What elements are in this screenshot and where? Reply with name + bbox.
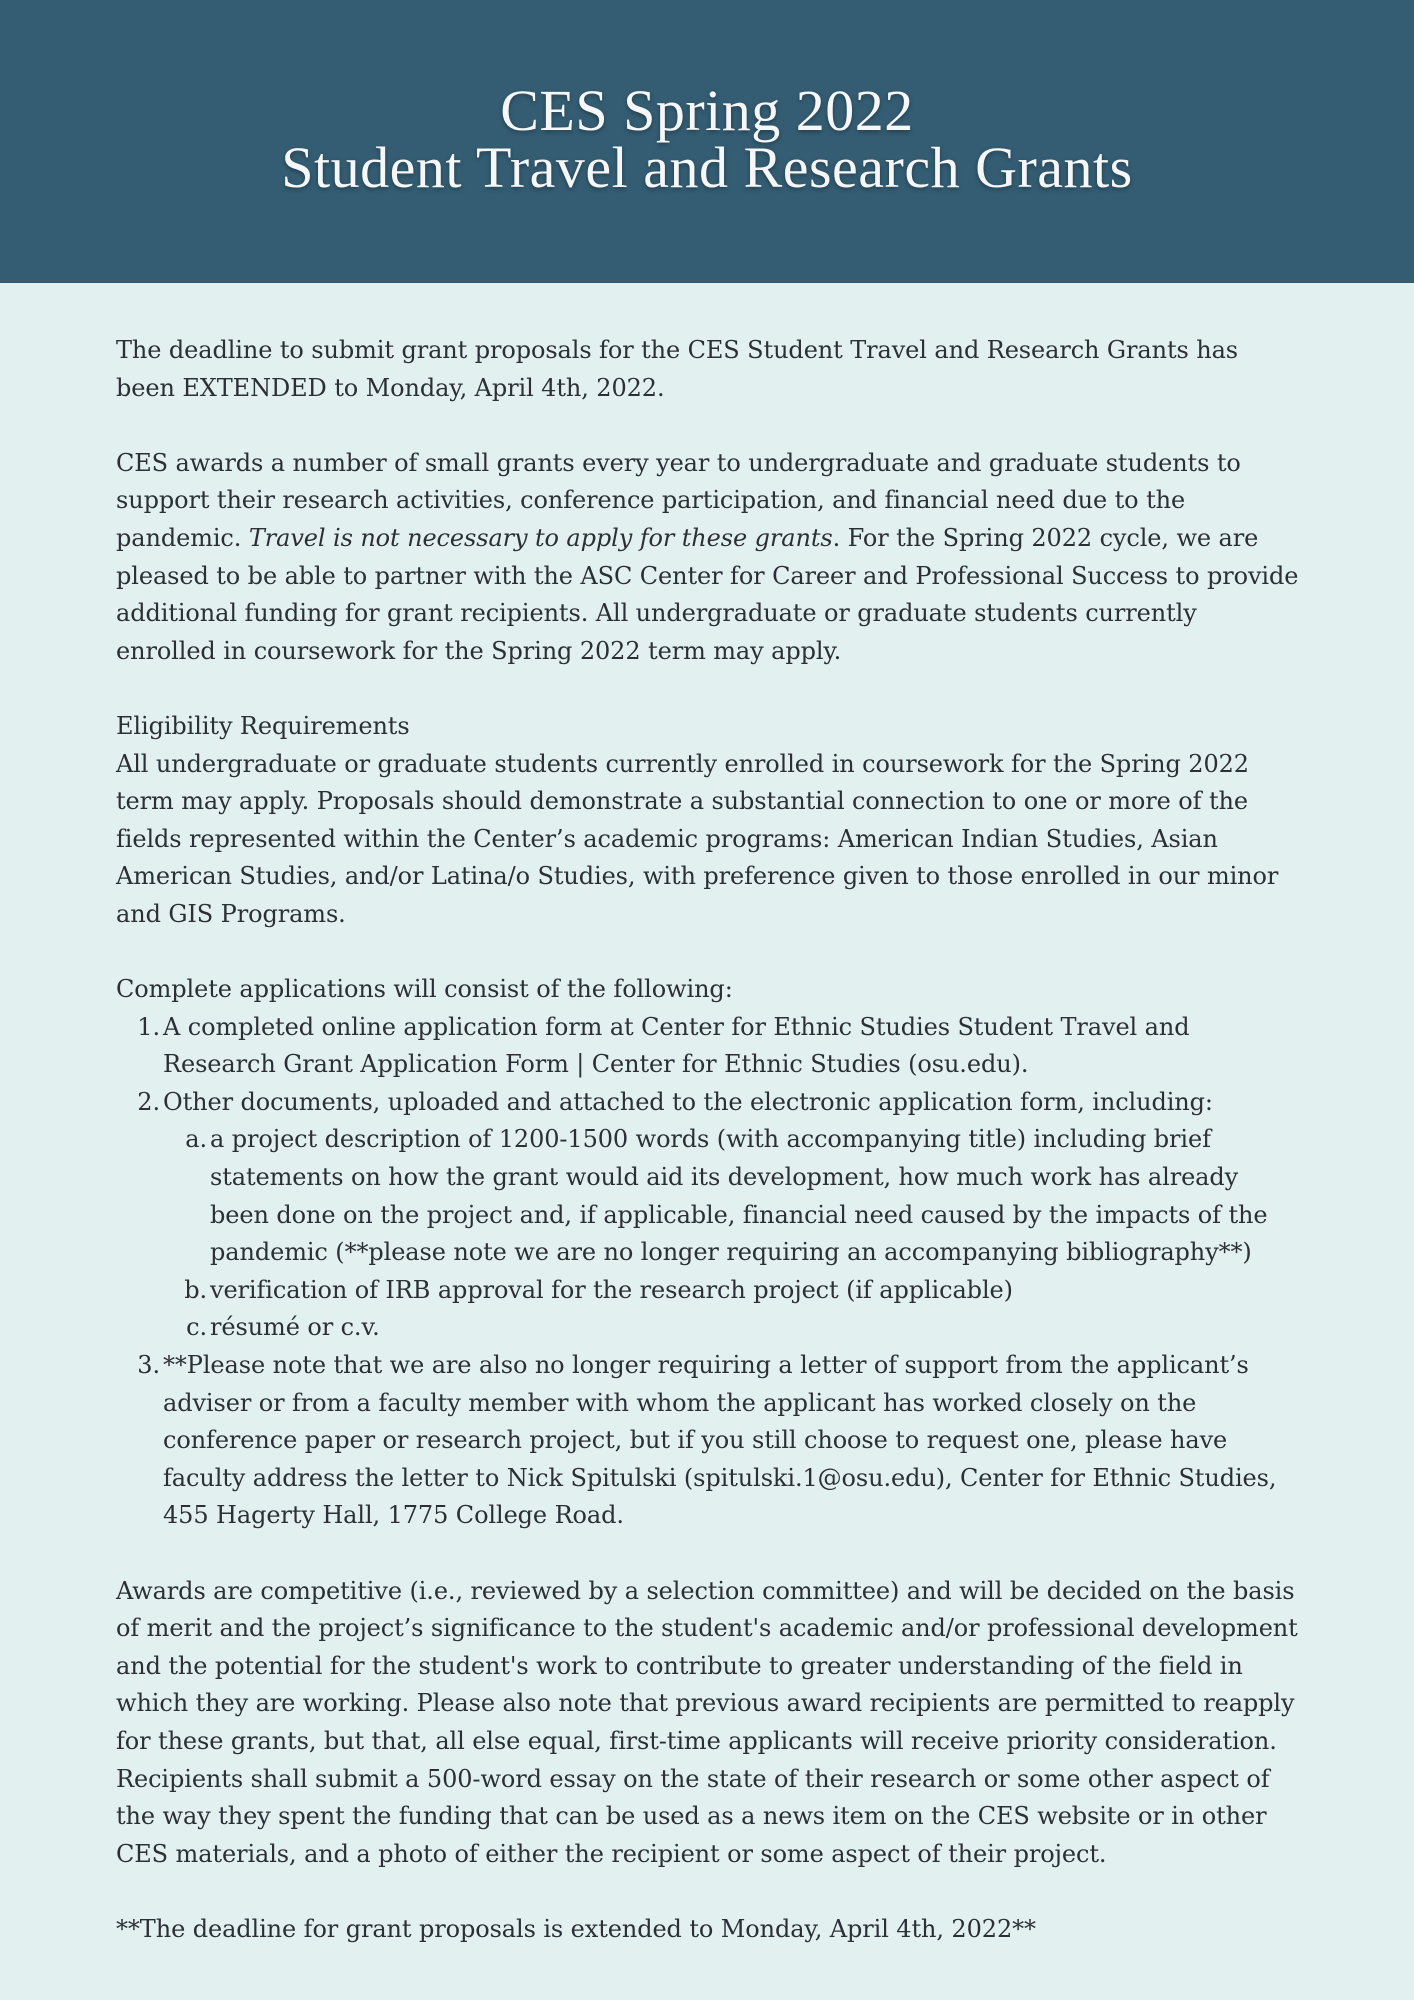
main-content bbox=[116, 283, 1300, 1949]
page-title bbox=[0, 78, 1414, 200]
list-item bbox=[116, 1347, 1300, 1535]
list-item-text: **Please note that we are also no longer requiring a letter of support from the applicant’s adviser or from a faculty member with whom the applicant has worked closely on the conference paper or research project, but if you still choose to request one, please have faculty address the letter to Nick Spitulski (spitulski.1@osu.edu), Center for Ethnic Studies, 455 Hagerty Hall, 1775 College Road. bbox=[163, 1351, 1277, 1530]
about-italic-note: Travel is not necessary to apply for these grants bbox=[248, 523, 833, 552]
application-list bbox=[116, 1009, 1300, 1535]
list-marker: 1. bbox=[137, 1012, 160, 1041]
deadline-intro: The deadline to submit grant proposals for the CES Student Travel and Research Grants has been EXTENDED to Monday, April 4th, 2022. bbox=[116, 336, 1239, 402]
sublist-item-text: a project description of 1200-1500 words (with accompanying title) including brief statements on how the grant would aid its development, how much work has already been done on the project and, if applicable, financial need caused by the impacts of the pandemic (**please note we are no longer requiring an accompanying bibliography**) bbox=[210, 1125, 1268, 1267]
sublist-marker: b. bbox=[184, 1275, 207, 1304]
list-item bbox=[116, 1084, 1300, 1347]
sublist-item-text: résumé or c.v. bbox=[210, 1313, 380, 1342]
sublist-marker: c. bbox=[186, 1313, 207, 1342]
documents-sublist bbox=[163, 1121, 1300, 1347]
eligibility-text: All undergraduate or graduate students currently enrolled in coursework for the Spring 2022 term may apply. Proposals should demonstrate a substantial connection to one or more of the fields represented within the Center’s academic programs: American Indian Studies, Asian American Studies, and/or Latina/o Studies, with preference given to those enrolled in our minor and GIS Programs. bbox=[116, 749, 1279, 928]
sublist-item bbox=[163, 1272, 1300, 1310]
title-line-2: Student Travel and Research Grants bbox=[281, 135, 1133, 200]
eligibility-heading: Eligibility Requirements bbox=[116, 711, 410, 740]
sublist-item-text: verification of IRB approval for the research project (if applicable) bbox=[210, 1275, 1013, 1304]
about-text-1: CES awards a number of small grants every year to undergraduate and graduate students to support their research activities, conference participation, and financial need due to the pandemic. bbox=[116, 448, 1241, 552]
list-marker: 2. bbox=[137, 1087, 160, 1116]
application-intro: Complete applications will consist of the following: bbox=[116, 975, 733, 1004]
list-item-text: A completed online application form at Center for Ethnic Studies Student Travel and Research Grant Application Form | Center for Ethnic Studies (osu.edu). bbox=[163, 1012, 1190, 1079]
awards-paragraph: Awards are competitive (i.e., reviewed by a selection committee) and will be decided on the basis of merit and the project’s significance to the student's academic and/or professional development and the potential for the student's work to contribute to greater understanding of the field in which they are working. Please also note that previous award recipients are permitted to reapply for these grants, but that, all else equal, first-time applicants will receive priority consideration. Recipients shall submit a 500-word essay on the state of their research or some other aspect of the way they spent the funding that can be used as a news item on the CES website or in other CES materials, and a photo of either the recipient or some aspect of their project. bbox=[116, 1576, 1298, 1868]
sublist-marker: a. bbox=[185, 1125, 207, 1154]
eligibility-section bbox=[116, 708, 1300, 934]
list-marker: 3. bbox=[137, 1351, 160, 1380]
page-header bbox=[0, 0, 1414, 283]
application-section bbox=[116, 971, 1300, 1535]
title-line-1: CES Spring 2022 bbox=[500, 78, 914, 143]
list-item-text: Other documents, uploaded and attached to the electronic application form, including: bbox=[163, 1087, 1213, 1116]
deadline-note: **The deadline for grant proposals is extended to Monday, April 4th, 2022** bbox=[116, 1914, 1036, 1943]
list-item bbox=[116, 1009, 1300, 1084]
about-text-2: . For the Spring 2022 cycle, we are pleased to be able to partner with the ASC Center for Career and Professional Success to provide additional funding for grant recipients. All undergraduate or graduate students currently enrolled in coursework for the Spring 2022 term may apply. bbox=[116, 523, 1299, 665]
sublist-item bbox=[163, 1309, 1300, 1347]
sublist-item bbox=[163, 1121, 1300, 1271]
about-paragraph bbox=[116, 445, 1300, 671]
